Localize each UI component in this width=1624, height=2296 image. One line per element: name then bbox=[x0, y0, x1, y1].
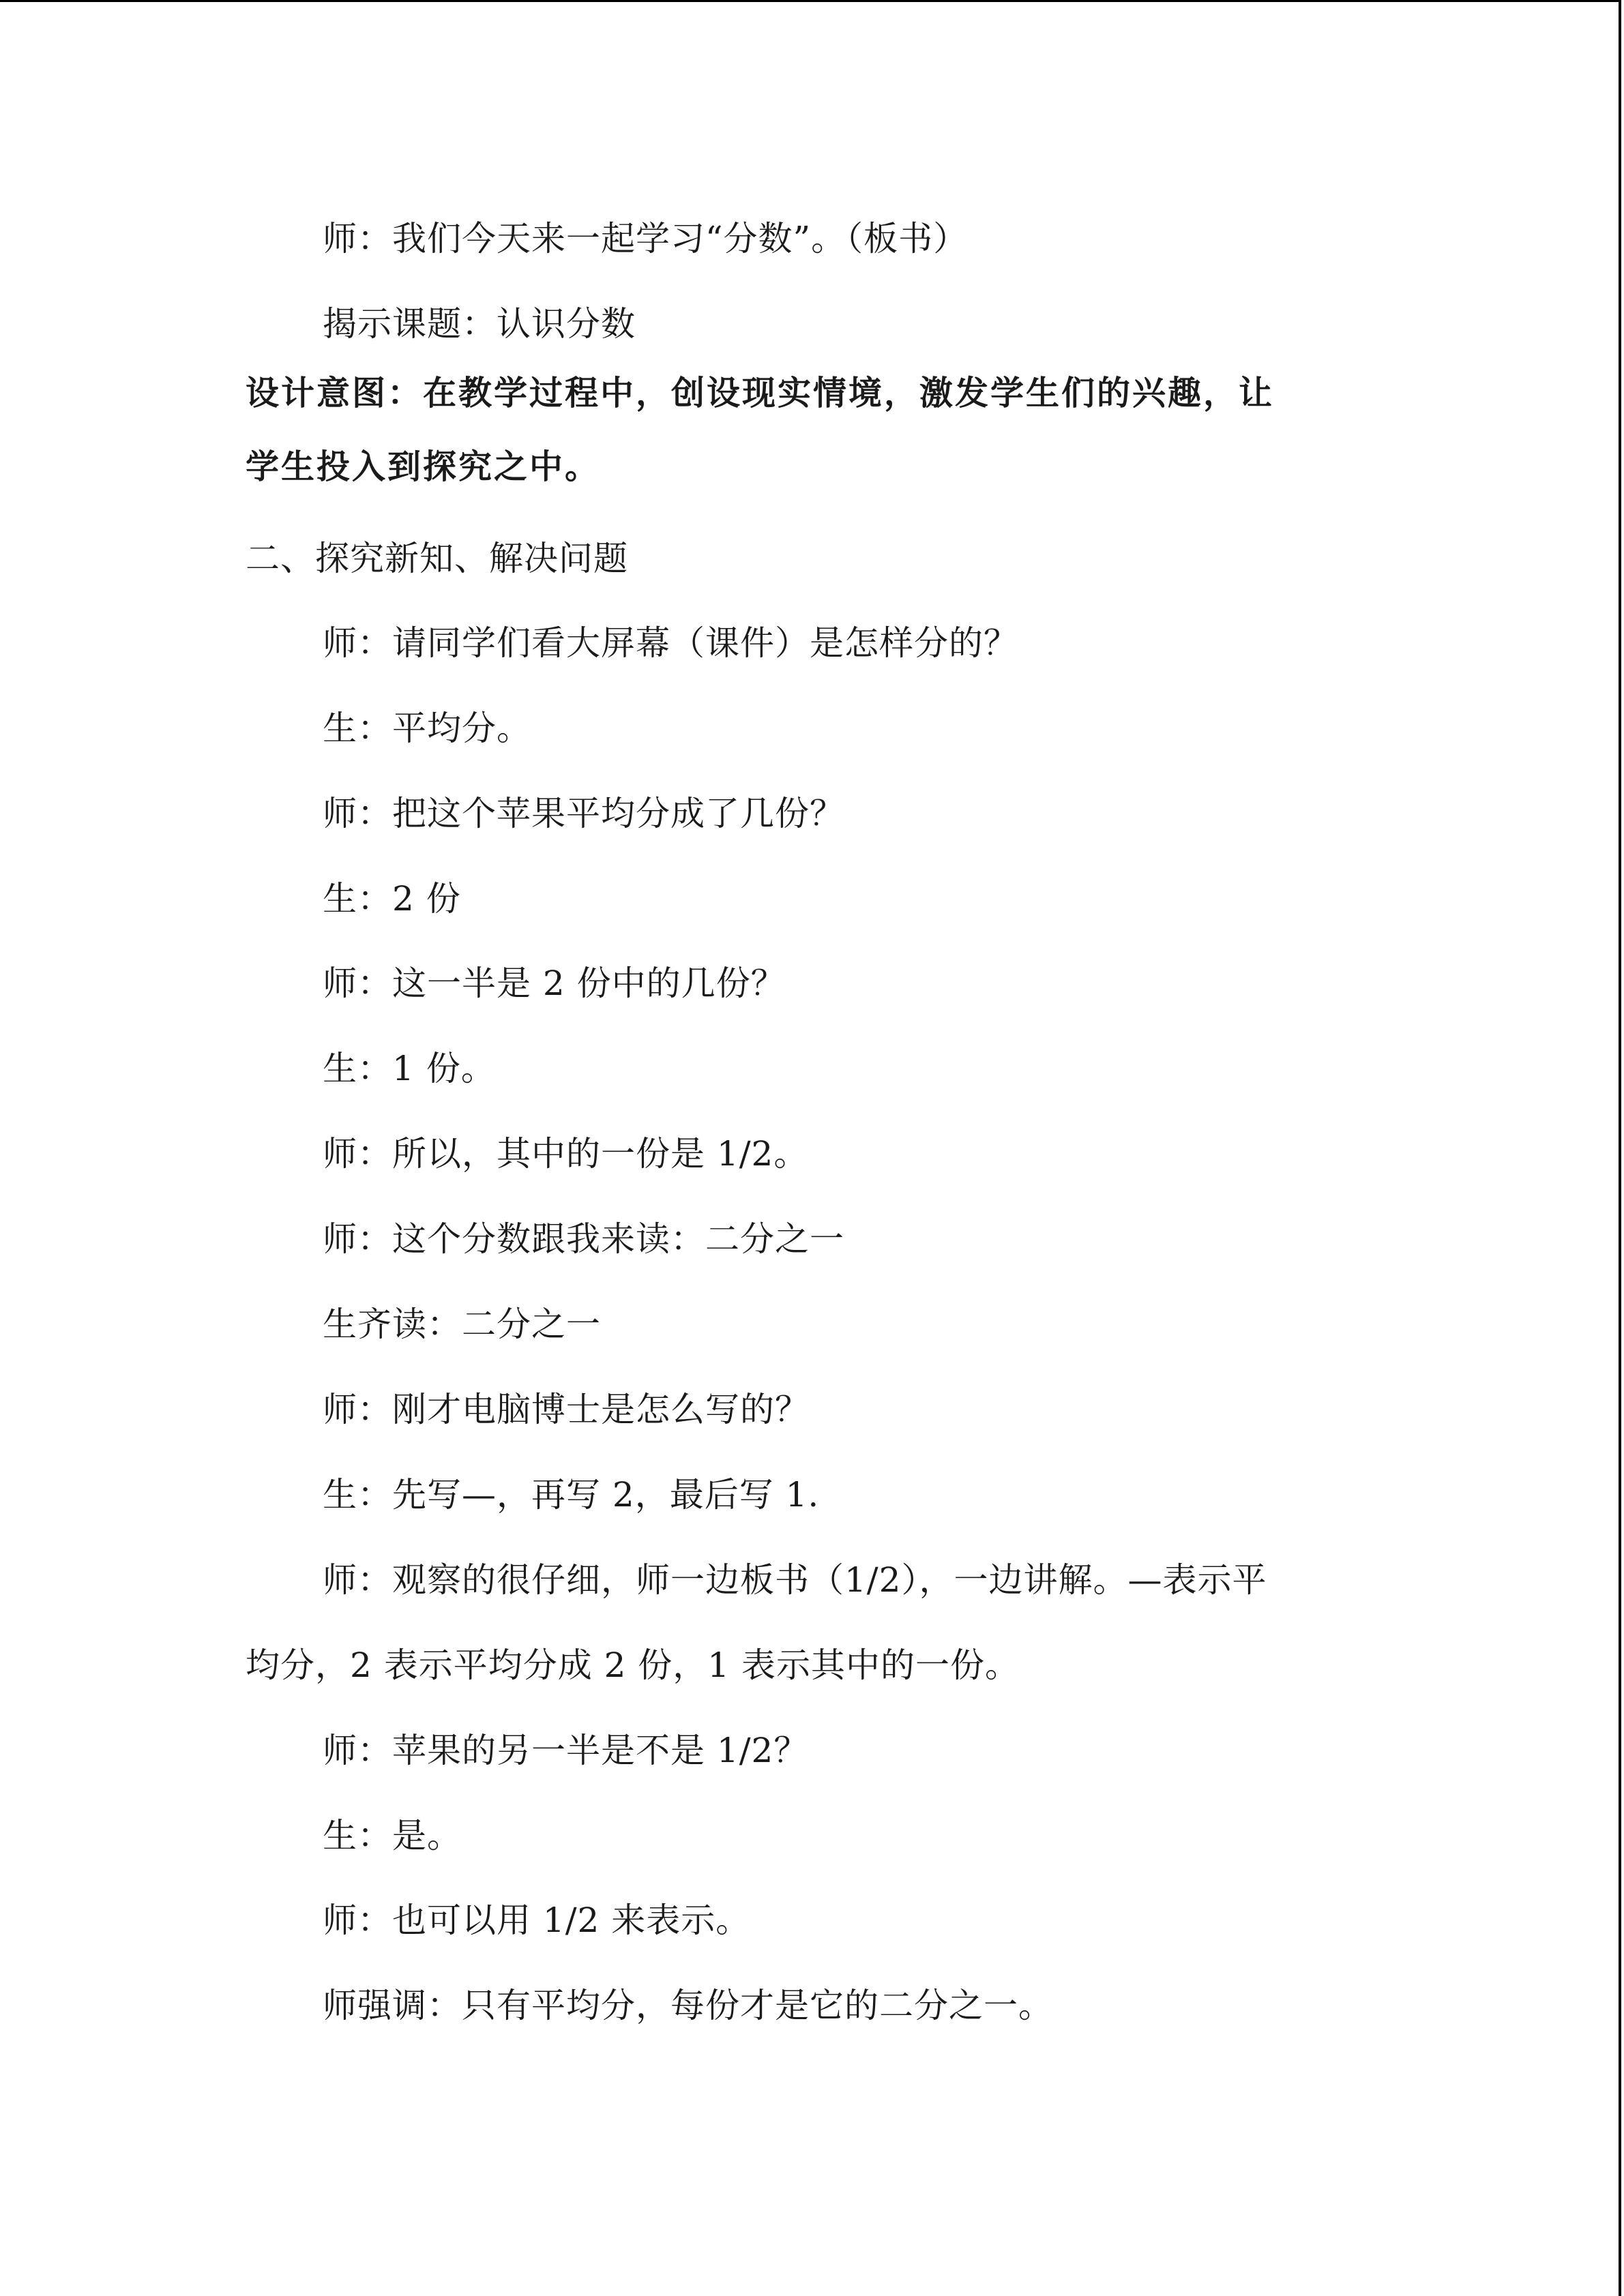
dialogue-line: 生齐读：二分之一 bbox=[323, 1304, 601, 1344]
dialogue-line: 生：先写—，再写 2，最后写 1. bbox=[323, 1475, 820, 1515]
dialogue-line: 师：这个分数跟我来读：二分之一 bbox=[323, 1219, 844, 1259]
dialogue-line: 生：1 份。 bbox=[323, 1049, 496, 1088]
lesson-topic-line: 揭示课题：认识分数 bbox=[323, 304, 636, 344]
section-heading: 二、探究新知、解决问题 bbox=[246, 539, 628, 578]
dialogue-line: 师：这一半是 2 份中的几份？ bbox=[323, 964, 786, 1003]
dialogue-line: 生：2 份 bbox=[323, 879, 461, 919]
dialogue-line: 生：平均分。 bbox=[323, 709, 531, 748]
design-intent-line: 学生投入到探究之中。 bbox=[246, 447, 601, 486]
dialogue-line: 生：是。 bbox=[323, 1816, 462, 1855]
dialogue-line: 师：我们今天来一起学习“分数”。（板书） bbox=[323, 219, 969, 258]
dialogue-line: 师：把这个苹果平均分成了几份？ bbox=[323, 794, 844, 833]
dialogue-line-continued: 均分，2 表示平均分成 2 份，1 表示其中的一份。 bbox=[246, 1645, 1020, 1685]
dialogue-line: 师：所以，其中的一份是 1/2。 bbox=[323, 1134, 809, 1174]
design-intent-line: 设计意图：在教学过程中，创设现实情境，激发学生们的兴趣，让 bbox=[246, 374, 1275, 413]
dialogue-line: 师：苹果的另一半是不是 1/2？ bbox=[323, 1731, 809, 1770]
dialogue-line: 师：也可以用 1/2 来表示。 bbox=[323, 1900, 751, 1940]
dialogue-line: 师：观察的很仔细，师一边板书（1/2），一边讲解。—表示平 bbox=[323, 1560, 1267, 1600]
dialogue-line: 师：刚才电脑博士是怎么写的？ bbox=[323, 1390, 810, 1429]
dialogue-line: 师：请同学们看大屏幕（课件）是怎样分的？ bbox=[323, 623, 1018, 663]
dialogue-line: 师强调：只有平均分，每份才是它的二分之一。 bbox=[323, 1986, 1053, 2025]
